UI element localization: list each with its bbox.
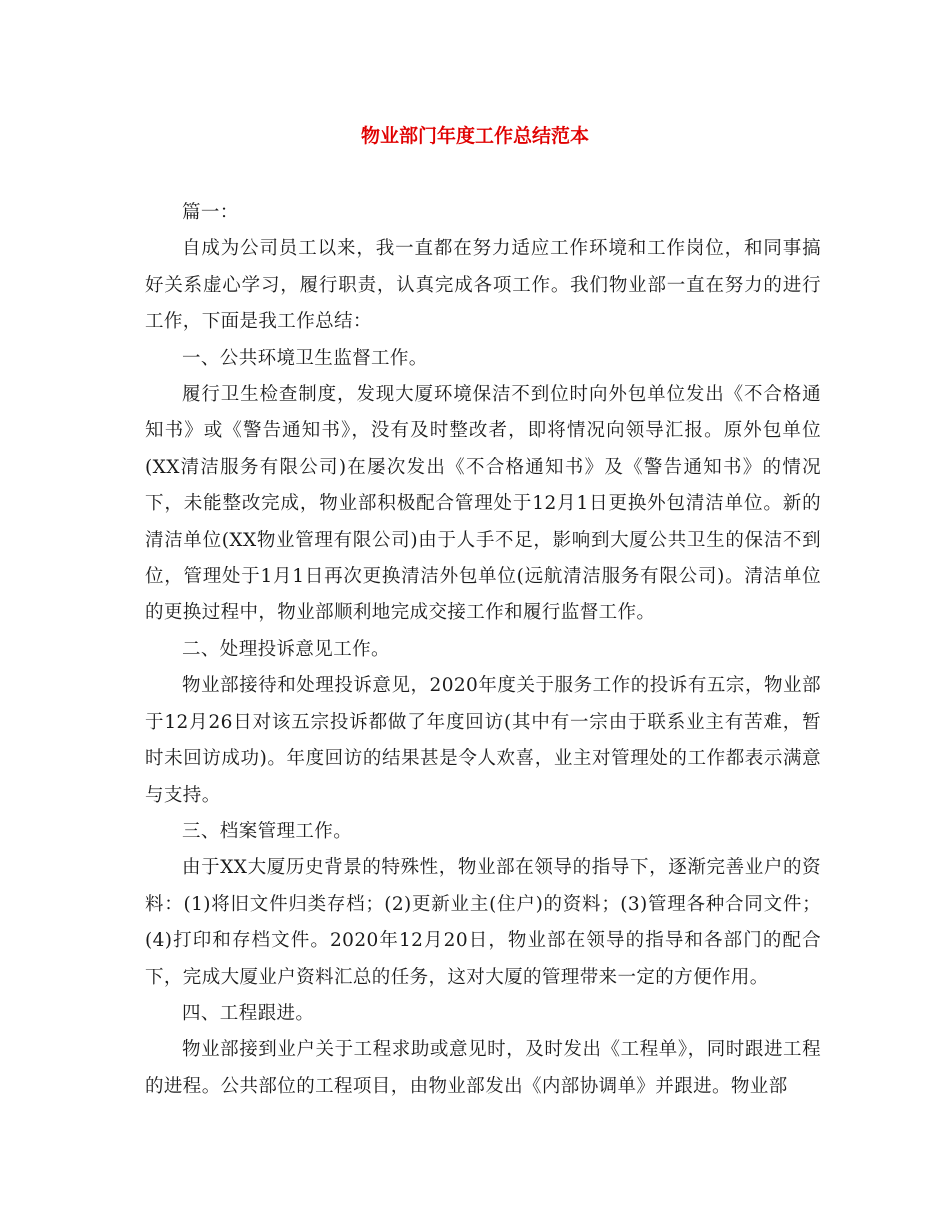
intro-paragraph: 自成为公司员工以来，我一直都在努力适应工作环境和工作岗位，和同事搞好关系虚心学习，履行职责，认真完成各项工作。我们物业部一直在努力的进行工作，下面是我工作总结： [145,238,821,333]
section-paragraph-1: 履行卫生检查制度，发现大厦环境保洁不到位时向外包单位发出《不合格通知书》或《警告通知书》，没有及时整改者，即将情况向领导汇报。原外包单位(XX清洁服务有限公司)在屡次发出《不合格通知书》及《警告通知书》的情况下，未能整改完成，物业部积极配合管理处于12月1日更换外包清洁单位。新的清洁单位(XX物业管理有限公司)由于人手不足，影响到大厦公共卫生的保洁不到位，管理处于1月1日再次更换清洁外包单位(远航清洁服务有限公司)。清洁单位的更换过程中，物业部顺利地完成交接工作和履行监督工作。 [145,384,821,624]
section-paragraph-2: 物业部接待和处理投诉意见，2020年度关于服务工作的投诉有五宗，物业部于12月26日对该五宗投诉都做了年度回访(其中有一宗由于联系业主有苦难，暂时未回访成功)。年度回访的结果甚是令人欢喜，业主对管理处的工作都表示满意与支持。 [145,675,821,806]
section-label: 篇一： [182,202,239,223]
document-title: 物业部门年度工作总结范本 [360,125,589,147]
section-heading-4: 四、工程跟进。 [182,1002,315,1024]
section-paragraph-3: 由于XX大厦历史背景的特殊性，物业部在领导的指导下，逐渐完善业户的资料：(1)将旧文件归类存档；(2)更新业主(住户)的资料；(3)管理各种合同文件；(4)打印和存档文件。2020年12月20日，物业部在领导的指导和各部门的配合下，完成大厦业户资料汇总的任务，这对大厦的管理带来一定的方便作用。 [145,857,821,988]
section-heading-1: 一、公共环境卫生监督工作。 [182,347,428,369]
section-heading-3: 三、档案管理工作。 [182,820,353,842]
section-heading-2: 二、处理投诉意见工作。 [182,638,390,660]
section-paragraph-4: 物业部接到业户关于工程求助或意见时，及时发出《工程单》，同时跟进工程的进程。公共部位的工程项目，由物业部发出《内部协调单》并跟进。物业部 [145,1039,821,1097]
document-body [145,195,821,1105]
